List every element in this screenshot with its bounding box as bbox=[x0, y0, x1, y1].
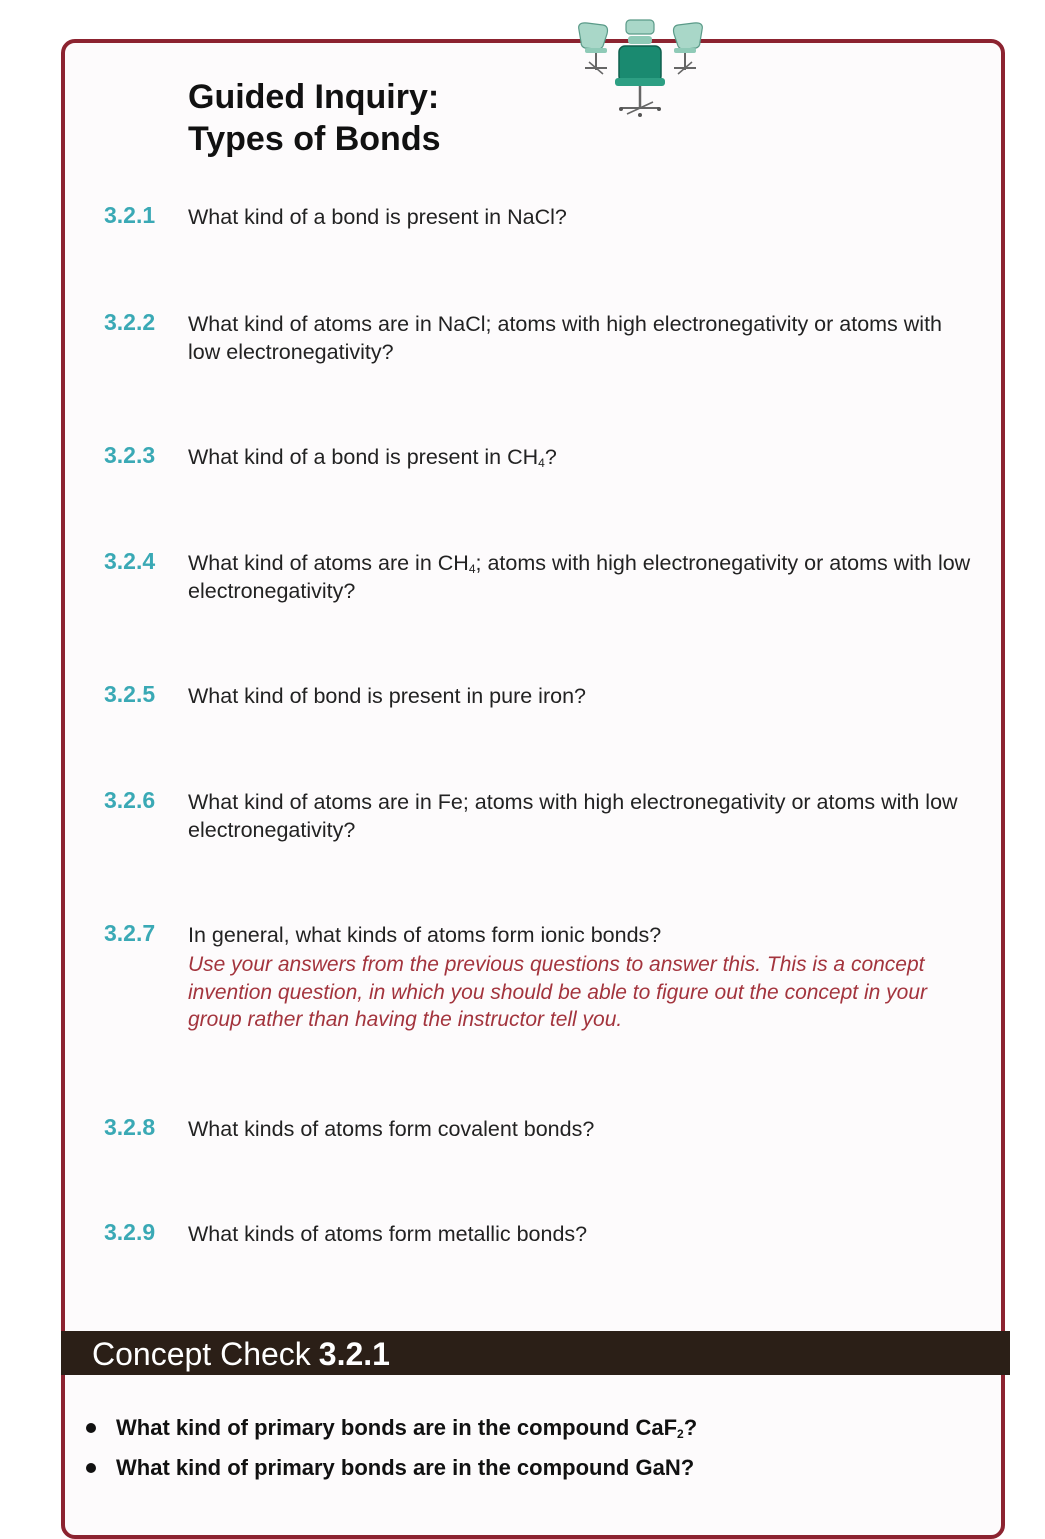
question-text: What kind of atoms are in NaCl; atoms with high electronegativity or atoms with low electronegativity? bbox=[188, 312, 943, 364]
question-text: What kind of atoms are in Fe; atoms with high electronegativity or atoms with low electronegativity? bbox=[188, 790, 958, 842]
question-number: 3.2.2 bbox=[104, 309, 156, 335]
question-text: In general, what kinds of atoms form ionic bonds? bbox=[188, 923, 662, 947]
question-text: What kind of atoms are in $CH_4$; atoms with high electronegativity or atoms with low electronegativity? bbox=[188, 551, 971, 603]
question-number: 3.2.8 bbox=[104, 1114, 156, 1140]
list-item: What kind of primary bonds are in the compound CaF$_2$? bbox=[86, 1413, 986, 1453]
question-number: 3.2.7 bbox=[104, 920, 156, 946]
concept-check-list bbox=[86, 1413, 986, 1493]
question-number: 3.2.1 bbox=[104, 202, 156, 228]
question-text: What kinds of atoms form covalent bonds? bbox=[188, 1117, 595, 1141]
question-number: 3.2.4 bbox=[104, 548, 156, 574]
question-text: What kind of a bond is present in NaCl? bbox=[188, 205, 567, 229]
question-number: 3.2.5 bbox=[104, 681, 156, 707]
concept-check-number: 3.2.1 bbox=[318, 1336, 390, 1372]
page-title bbox=[188, 76, 441, 160]
question-number: 3.2.3 bbox=[104, 442, 156, 468]
question-text: What kind of bond is present in pure iron? bbox=[188, 684, 586, 708]
concept-check-header bbox=[61, 1331, 1010, 1375]
title-line-1: Guided Inquiry: bbox=[188, 78, 440, 116]
group-chairs-icon bbox=[573, 18, 708, 122]
question-text: What kind of a bond is present in $CH_4$? bbox=[188, 445, 557, 470]
question-number: 3.2.6 bbox=[104, 787, 156, 813]
concept-check-title: Concept Check 3.2.1 bbox=[92, 1336, 390, 1372]
question-text: What kinds of atoms form metallic bonds? bbox=[188, 1222, 588, 1246]
question-number: 3.2.9 bbox=[104, 1219, 156, 1245]
question-hint: Use your answers from the previous questions to answer this. This is a concept invention question, in which you should be able to figure out the concept in your group rather than having the instructor tell you. bbox=[188, 953, 927, 1031]
title-line-2: Types of Bonds bbox=[188, 120, 441, 158]
list-item: What kind of primary bonds are in the compound GaN? bbox=[86, 1453, 986, 1493]
